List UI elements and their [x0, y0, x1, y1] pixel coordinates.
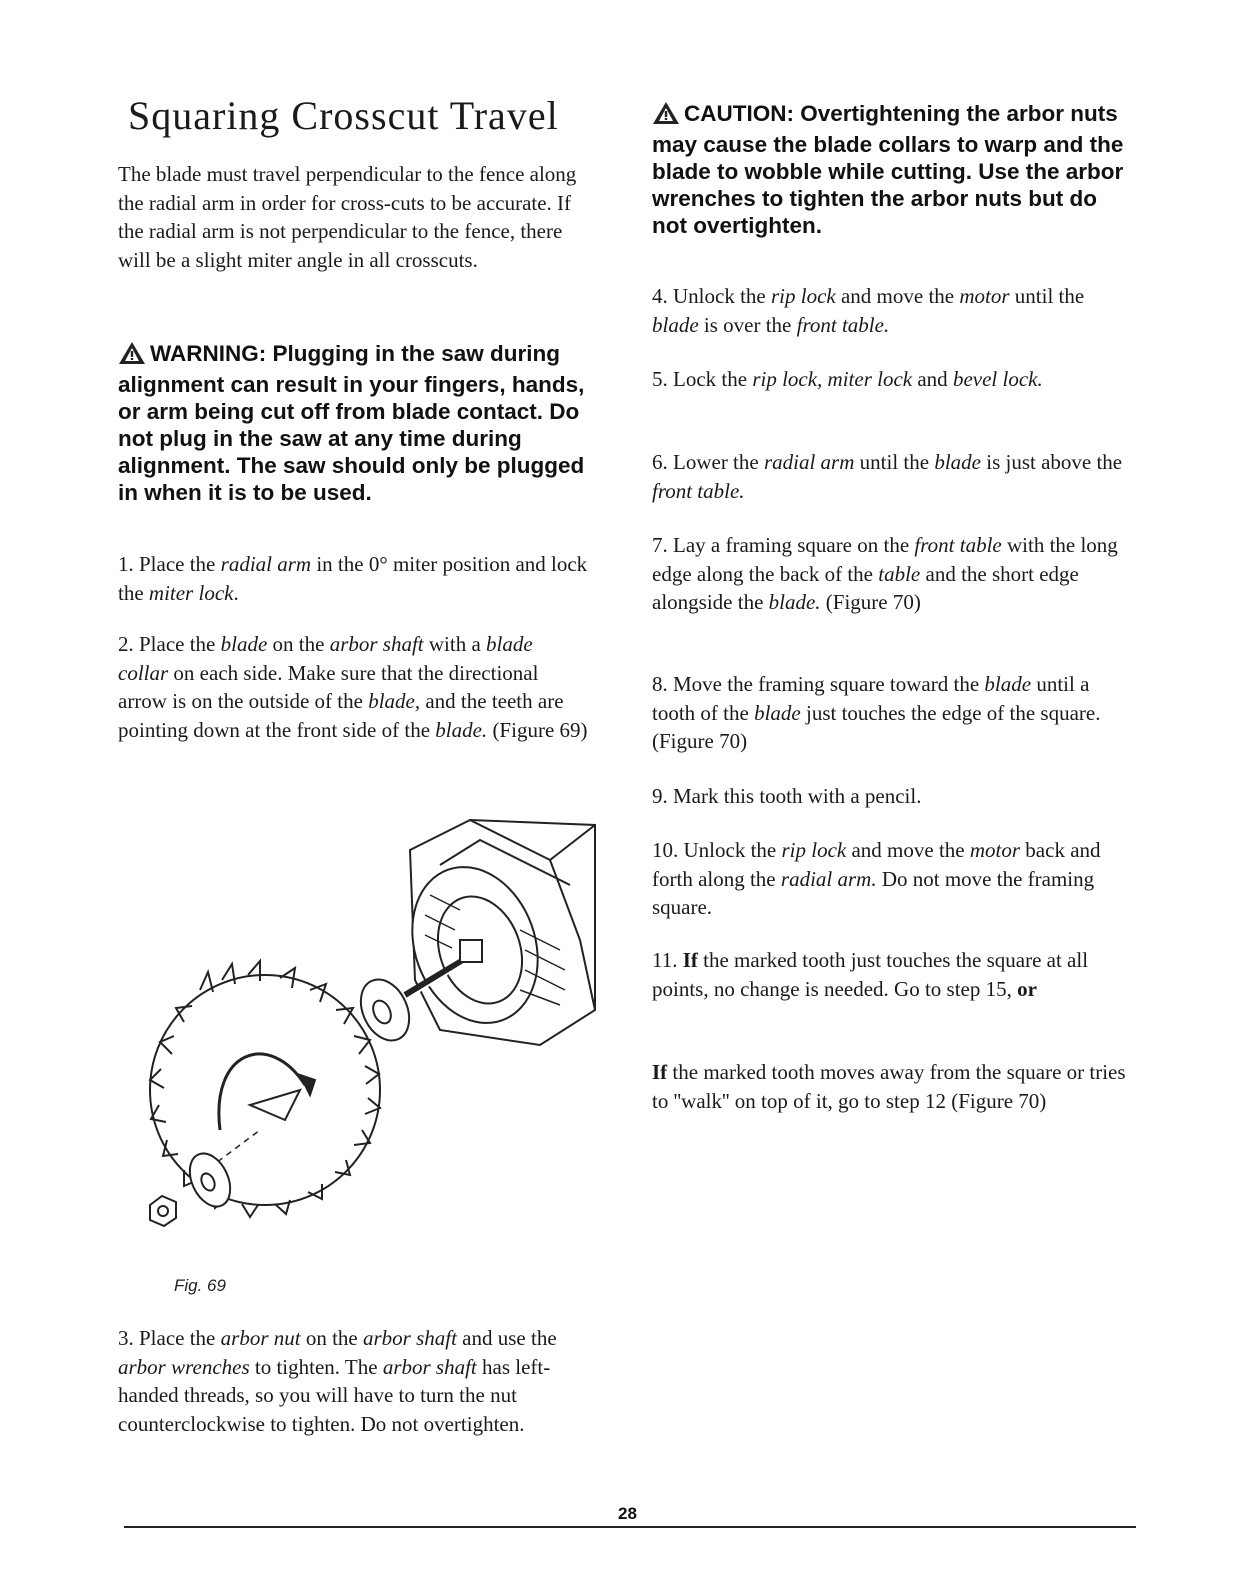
page-number: 28	[618, 1504, 637, 1523]
step-4: 4. Unlock the rip lock and move the motor until the blade is over the front table.	[652, 284, 1085, 337]
step-10: 10. Unlock the rip lock and move the motor back and forth along the radial arm. Do not move the framing square.	[652, 838, 1101, 919]
warning-triangle-icon	[118, 341, 146, 371]
step-3: 3. Place the arbor nut on the arbor shaft and use the arbor wrenches to tighten. The arbor shaft has left-handed threads, so you will have to turn the nut counterclockwise to tighten. Do not overtighten.	[118, 1326, 557, 1436]
step-11-alternative: If the marked tooth moves away from the square or tries to ''walk'' on top of it, go to step 12 (Figure 70)	[652, 1060, 1126, 1113]
saw-blade	[150, 961, 380, 1217]
warning-triangle-icon	[652, 101, 680, 131]
intro-paragraph: The blade must travel perpendicular to the fence along the radial arm in order for cross-cuts to be accurate. If the radial arm is not perpendicular to the fence, there will be a slight miter angle in all crosscuts.	[118, 162, 577, 272]
step-9: 9. Mark this tooth with a pencil.	[652, 784, 922, 808]
step-5: 5. Lock the rip lock, miter lock and bevel lock.	[652, 367, 1043, 391]
page-title: Squaring Crosscut Travel	[128, 93, 559, 138]
warning-notice	[118, 340, 598, 506]
step-2: 2. Place the blade on the arbor shaft with a blade collar on each side. Make sure that the directional arrow is on the outside of the blade, and the teeth are pointing down at the front side of the blade. (Figure 69)	[118, 632, 588, 742]
step-7: 7. Lay a framing square on the front table with the long edge along the back of the table and the short edge alongside the blade. (Figure 70)	[652, 533, 1118, 614]
caution-notice	[652, 100, 1132, 239]
motor-housing	[391, 820, 595, 1045]
footer-rule	[124, 1526, 1136, 1528]
figure-caption: Fig. 69	[174, 1276, 226, 1295]
arbor-nut	[150, 1196, 176, 1226]
step-1: 1. Place the radial arm in the 0° miter position and lock the miter lock.	[118, 552, 588, 605]
figure-69-blade-assembly	[140, 800, 610, 1240]
warning-text: WARNING: Plugging in the saw during alignment can result in your fingers, hands, or arm being cut off from blade contact. Do not plug in the saw at any time during alignment. The saw should only be plugged in when it is to be used.	[118, 341, 585, 505]
caution-text: CAUTION: Overtightening the arbor nuts may cause the blade collars to warp and the blade to wobble while cutting. Use the arbor wrenches to tighten the arbor nuts but do not overtighten.	[652, 101, 1124, 238]
step-11: 11. If the marked tooth just touches the square at all points, no change is needed. Go to step 15, or	[652, 948, 1089, 1001]
step-6: 6. Lower the radial arm until the blade is just above the front table.	[652, 450, 1123, 503]
step-8: 8. Move the framing square toward the blade until a tooth of the blade just touches the edge of the square. (Figure 70)	[652, 672, 1101, 753]
